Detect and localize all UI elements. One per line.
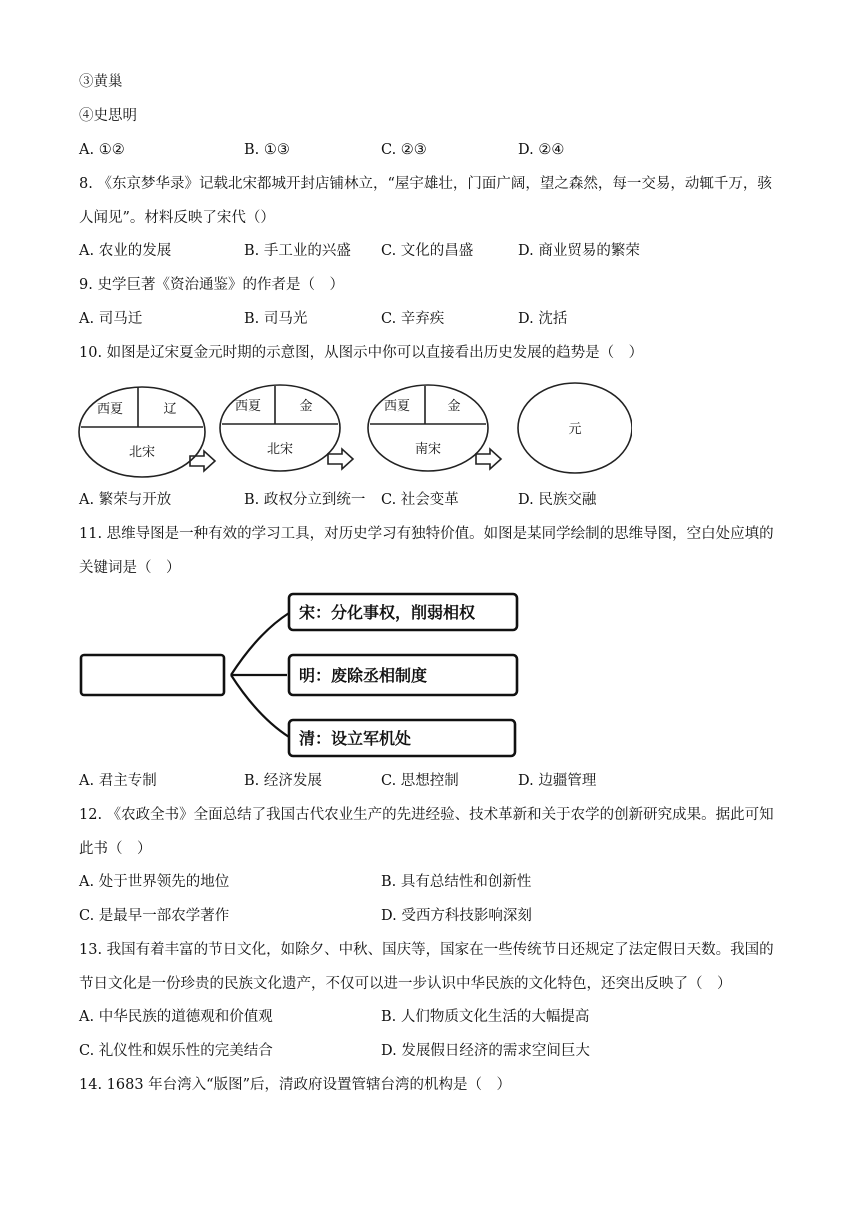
q7-option-a[interactable]: A. ①②: [79, 142, 125, 158]
q8-option-d[interactable]: D. 商业贸易的繁荣: [518, 243, 640, 259]
q7-option-d[interactable]: D. ②④: [518, 142, 565, 158]
q12-stem: 12. 《农政全书》全面总结了我国古代农业生产的先进经验、技术革新和关于农学的创新研究成果。据此可知此书（ ）: [79, 807, 774, 857]
item-shisiming: ④史思明: [79, 108, 137, 124]
q8-option-a[interactable]: A. 农业的发展: [79, 243, 172, 259]
q8-stem: 8. 《东京梦华录》记载北宋都城开封店铺林立，“屋宇雄壮，门面广阔，望之森然，每一交易，动辄千万，骇人闻见”。材料反映了宋代（）: [79, 176, 772, 226]
c3-jin-label: 金: [447, 399, 461, 414]
q13-option-c[interactable]: C. 礼仪性和娱乐性的完美结合: [79, 1043, 273, 1059]
q12-option-b[interactable]: B. 具有总结性和创新性: [381, 874, 532, 890]
q13-option-b[interactable]: B. 人们物质文化生活的大幅提高: [381, 1009, 590, 1025]
map-qing-node: 清：设立军机处: [299, 729, 412, 748]
q14-stem: 14. 1683 年台湾入“版图”后，清政府设置管辖台湾的机构是（ ）: [79, 1077, 512, 1093]
c2-xixia-label: 西夏: [234, 399, 262, 414]
q10-option-d[interactable]: D. 民族交融: [518, 492, 597, 508]
q8-option-c[interactable]: C. 文化的昌盛: [381, 243, 474, 259]
q10-option-a[interactable]: A. 繁荣与开放: [79, 492, 172, 508]
c2-jin-label: 金: [299, 399, 313, 414]
c3-xixia-label: 西夏: [383, 399, 411, 414]
c1-xixia-label: 西夏: [96, 402, 124, 417]
c3-nansong-label: 南宋: [414, 442, 442, 457]
q9-option-d[interactable]: D. 沈括: [518, 311, 568, 327]
q10-stem: 10. 如图是辽宋夏金元时期的示意图，从图示中你可以直接看出历史发展的趋势是（ ）: [79, 345, 644, 361]
q11-stem: 11. 思维导图是一种有效的学习工具，对历史学习有独特价值。如图是某同学绘制的思维导图，空白处应填的关键词是（ ）: [79, 526, 774, 576]
q11-mind-map: [75, 588, 525, 760]
c2-beisong-label: 北宋: [266, 442, 294, 457]
q9-stem: 9. 史学巨著《资治通鉴》的作者是（ ）: [79, 277, 344, 293]
q9-option-c[interactable]: C. 辛弃疾: [381, 311, 445, 327]
q7-option-b[interactable]: B. ①③: [244, 142, 290, 158]
q12-option-a[interactable]: A. 处于世界领先的地位: [79, 874, 230, 890]
item-huangchao: ③黄巢: [79, 74, 123, 90]
q12-option-d[interactable]: D. 受西方科技影响深刻: [381, 908, 532, 924]
map-song-node: 宋：分化事权，削弱相权: [299, 603, 476, 622]
q7-option-c[interactable]: C. ②③: [381, 142, 427, 158]
q13-stem: 13. 我国有着丰富的节日文化，如除夕、中秋、国庆等，国家在一些传统节日还规定了法定假日天数。我国的节日文化是一份珍贵的民族文化遗产，不仅可以进一步认识中华民族的文化特色，还突出反映了（ ）: [79, 942, 774, 992]
q9-option-b[interactable]: B. 司马光: [244, 311, 308, 327]
c4-yuan-label: 元: [568, 422, 582, 437]
map-ming-node: 明：废除丞相制度: [299, 666, 428, 685]
q10-option-c[interactable]: C. 社会变革: [381, 492, 459, 508]
q11-option-b[interactable]: B. 经济发展: [244, 773, 322, 789]
q10-dynasty-diagram: [72, 382, 632, 484]
q11-option-a[interactable]: A. 君主专制: [79, 773, 157, 789]
q9-option-a[interactable]: A. 司马迁: [79, 311, 143, 327]
c1-liao-label: 辽: [163, 402, 177, 417]
q10-option-b[interactable]: B. 政权分立到统一: [244, 492, 366, 508]
q11-option-c[interactable]: C. 思想控制: [381, 773, 459, 789]
q8-option-b[interactable]: B. 手工业的兴盛: [244, 243, 351, 259]
c1-beisong-label: 北宋: [128, 445, 156, 460]
q13-option-a[interactable]: A. 中华民族的道德观和价值观: [79, 1009, 273, 1025]
q11-option-d[interactable]: D. 边疆管理: [518, 773, 597, 789]
q12-option-c[interactable]: C. 是最早一部农学著作: [79, 908, 230, 924]
q13-option-d[interactable]: D. 发展假日经济的需求空间巨大: [381, 1043, 590, 1059]
